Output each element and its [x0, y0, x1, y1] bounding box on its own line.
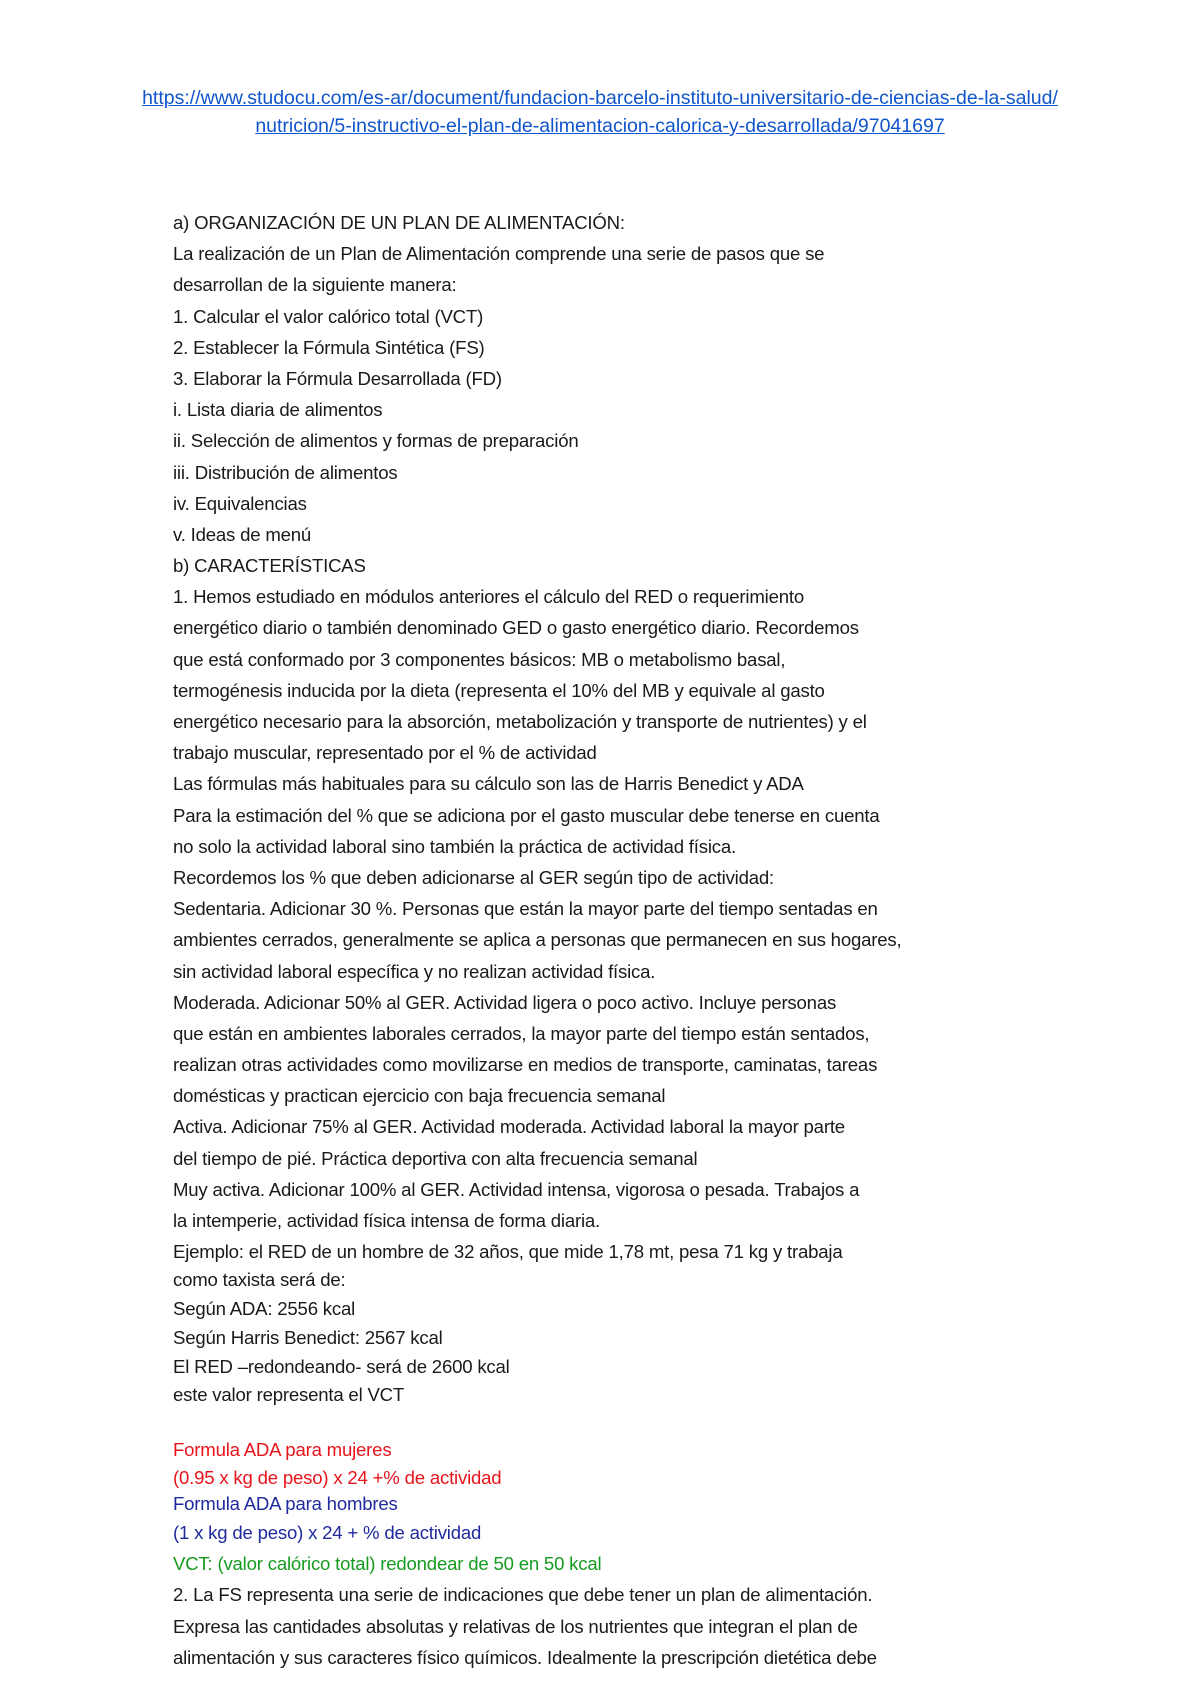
body-line: 1. Hemos estudiado en módulos anteriores el cálculo del RED o requerimiento	[173, 586, 804, 608]
sub-step-item: iv. Equivalencias	[173, 492, 307, 514]
body-line: del tiempo de pié. Práctica deportiva con alta frecuencia semanal	[173, 1147, 698, 1169]
body-line: la intemperie, actividad física intensa de forma diaria.	[173, 1210, 601, 1231]
activity-active: Activa. Adicionar 75% al GER. Actividad moderada. Actividad laboral la mayor parte	[173, 1116, 845, 1138]
sub-step-item: i. Lista diaria de alimentos	[173, 399, 383, 421]
body-line: domésticas y practican ejercicio con baja frecuencia semanal	[173, 1085, 666, 1107]
example-vct: este valor representa el VCT	[173, 1383, 405, 1405]
activity-moderate: Moderada. Adicionar 50% al GER. Actividad ligera o poco activo. Incluye personas	[173, 991, 837, 1013]
source-link-line-1[interactable]: https://www.studocu.com/es-ar/document/fundacion-barcelo-instituto-universitario-de-ciencias-de-la-salud/	[142, 87, 1058, 109]
body-line: alimentación y sus caracteres físico químicos. Idealmente la prescripción dietética debe	[173, 1646, 877, 1668]
sub-step-item: v. Ideas de menú	[173, 523, 312, 545]
activity-very-active: Muy activa. Adicionar 100% al GER. Actividad intensa, vigorosa o pesada. Trabajos a	[173, 1178, 860, 1200]
step-item: 2. Establecer la Fórmula Sintética (FS)	[173, 336, 485, 358]
example-line: Ejemplo: el RED de un hombre de 32 años, que mide 1,78 mt, pesa 71 kg y trabaja	[173, 1241, 843, 1263]
body-line: sin actividad laboral específica y no realizan actividad física.	[173, 960, 656, 982]
section-heading-a: a) ORGANIZACIÓN DE UN PLAN DE ALIMENTACIÓN:	[173, 212, 625, 233]
blank-gap	[173, 1408, 1073, 1434]
activity-sedentary: Sedentaria. Adicionar 30 %. Personas que están la mayor parte del tiempo sentadas en	[173, 898, 878, 920]
body-line: ambientes cerrados, generalmente se aplica a personas que permanecen en sus hogares,	[173, 929, 902, 951]
body-line: termogénesis inducida por la dieta (representa el 10% del MB y equivale al gasto	[173, 679, 825, 701]
source-link-line-2[interactable]: nutricion/5-instructivo-el-plan-de-alimentacion-calorica-y-desarrollada/97041697	[255, 115, 945, 137]
body-line: Recordemos los % que deben adicionarse al GER según tipo de actividad:	[173, 866, 774, 888]
formula-women: (0.95 x kg de peso) x 24 +% de actividad	[173, 1466, 502, 1488]
example-harris-benedict: Según Harris Benedict: 2567 kcal	[173, 1326, 443, 1348]
step-item: 1. Calcular el valor calórico total (VCT)	[173, 305, 484, 327]
body-line: realizan otras actividades como movilizarse en medios de transporte, caminatas, tareas	[173, 1054, 878, 1076]
body-line: trabajo muscular, representado por el % de actividad	[173, 742, 597, 764]
body-line: energético diario o también denominado GED o gasto energético diario. Recordemos	[173, 617, 859, 639]
formula-women-title: Formula ADA para mujeres	[173, 1438, 392, 1460]
body-line: que está conformado por 3 componentes básicos: MB o metabolismo basal,	[173, 648, 786, 670]
example-line: como taxista será de:	[173, 1269, 346, 1291]
body-line: 2. La FS representa una serie de indicaciones que debe tener un plan de alimentación.	[173, 1584, 873, 1606]
example-ada: Según ADA: 2556 kcal	[173, 1298, 356, 1320]
formula-men: (1 x kg de peso) x 24 + % de actividad	[173, 1521, 482, 1543]
body-line: Expresa las cantidades absolutas y relativas de los nutrientes que integran el plan de	[173, 1615, 858, 1637]
body-line: Para la estimación del % que se adiciona por el gasto muscular debe tenerse en cuenta	[173, 804, 880, 826]
body-line: Las fórmulas más habituales para su cálculo son las de Harris Benedict y ADA	[173, 773, 804, 795]
step-item: 3. Elaborar la Fórmula Desarrollada (FD)	[173, 367, 502, 389]
body-line: desarrollan de la siguiente manera:	[173, 274, 457, 296]
formula-men-title: Formula ADA para hombres	[173, 1492, 398, 1514]
body-line: que están en ambientes laborales cerrados, la mayor parte del tiempo están sentados,	[173, 1022, 870, 1044]
vct-note: VCT: (valor calórico total) redondear de 50 en 50 kcal	[173, 1553, 602, 1575]
body-line: energético necesario para la absorción, metabolización y transporte de nutrientes) y el	[173, 711, 867, 732]
example-red-rounded: El RED –redondeando- será de 2600 kcal	[173, 1355, 510, 1377]
sub-step-item: ii. Selección de alimentos y formas de preparación	[173, 430, 579, 452]
source-link-block	[60, 84, 1140, 140]
body-line: La realización de un Plan de Alimentación comprende una serie de pasos que se	[173, 243, 825, 265]
document-body	[173, 207, 1073, 1673]
sub-step-item: iii. Distribución de alimentos	[173, 461, 398, 483]
section-heading-b: b) CARACTERÍSTICAS	[173, 555, 366, 577]
body-line: no solo la actividad laboral sino también la práctica de actividad física.	[173, 835, 736, 857]
